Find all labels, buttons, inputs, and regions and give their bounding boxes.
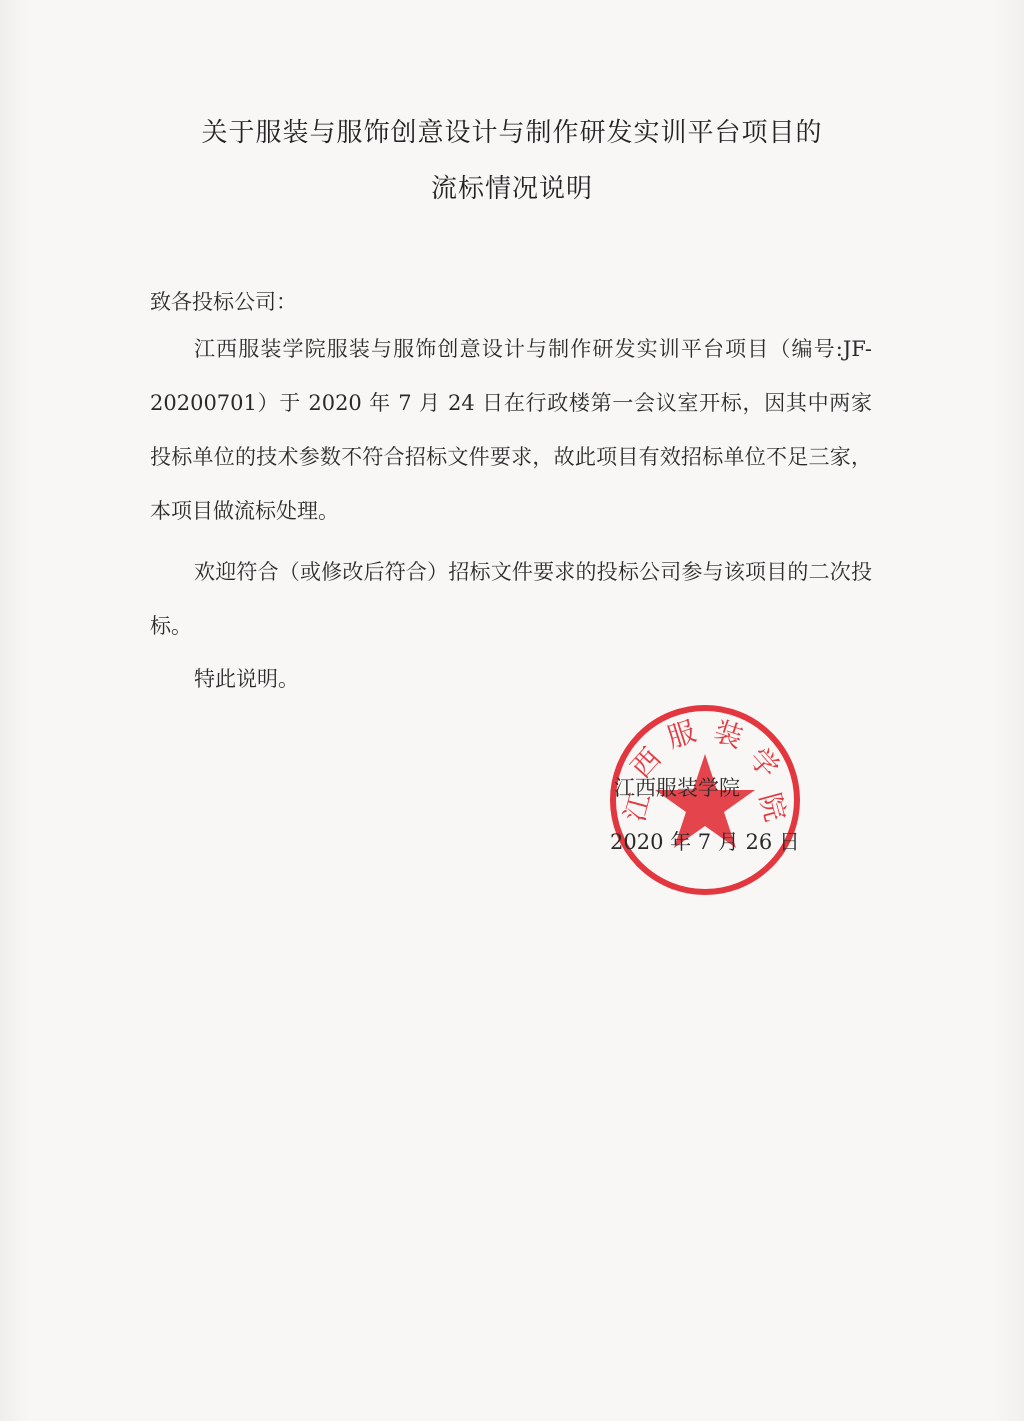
seal-char: 学: [742, 741, 786, 785]
closing-remark: 特此说明。: [194, 667, 299, 691]
seal-char: 服: [663, 714, 700, 755]
salutation: 致各投标公司：: [150, 290, 297, 314]
body-paragraph-1: 江西服装学院服装与服饰创意设计与制作研发实训平台项目（编号:JF-20200701）于 2020 年 7 月 24 日在行政楼第一会议室开标，因其中两家投标单位的技术参数不符合招标文件要求，故此项目有效招标单位不足三家，本项目做流标处理。: [150, 337, 872, 523]
seal-char: 装: [710, 714, 747, 755]
body-paragraph-2: 欢迎符合（或修改后符合）招标文件要求的投标公司参与该项目的二次投标。: [150, 560, 872, 638]
seal-char: 江: [617, 789, 658, 825]
signature-date: 2020 年 7 月 26 日: [610, 830, 800, 854]
seal-char: 西: [624, 741, 668, 785]
signer-name: 江西服装学院: [614, 776, 740, 800]
seal-char: 院: [752, 789, 793, 825]
document-title-line1: 关于服装与服饰创意设计与制作研发实训平台项目的: [201, 118, 823, 148]
document-title-line2: 流标情况说明: [430, 174, 593, 204]
